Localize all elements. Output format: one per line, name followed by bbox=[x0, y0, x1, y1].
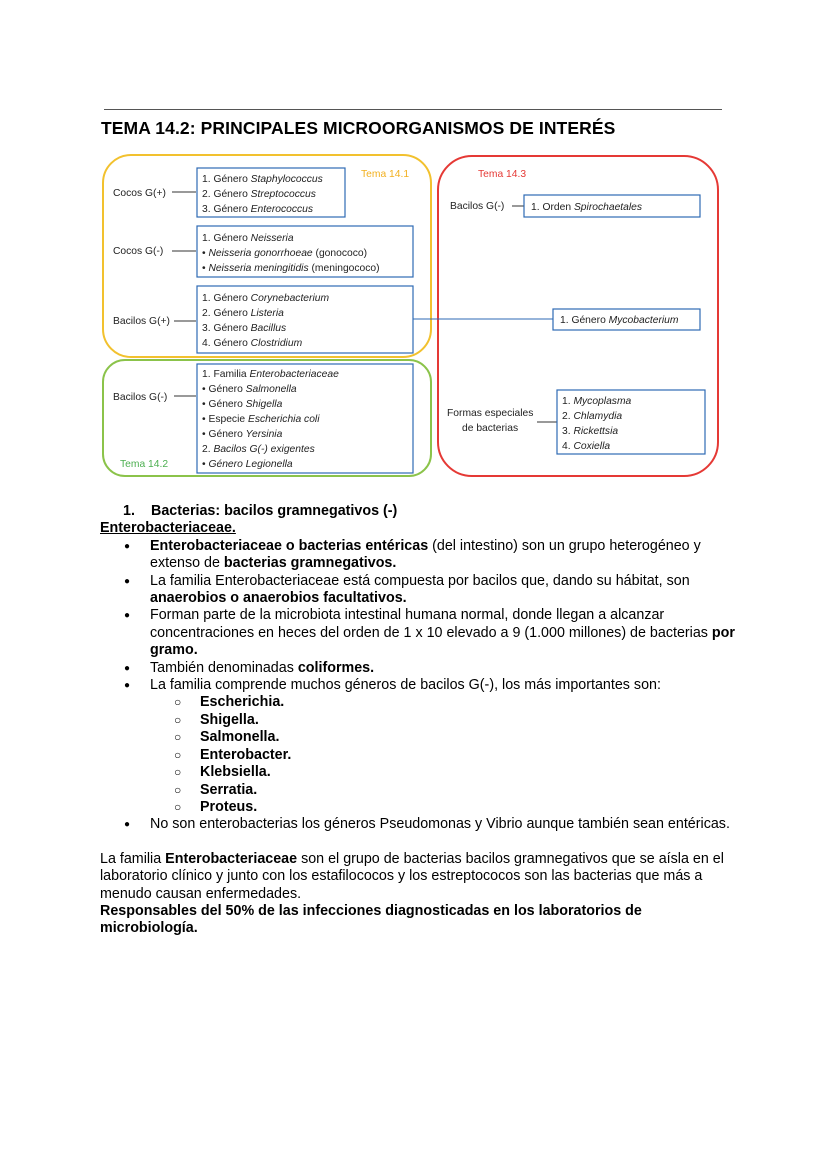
box-line: 1. Género Neisseria bbox=[202, 233, 294, 244]
paragraph-text: son el grupo de bacterias bacilos gramnegativos que se aísla en el laboratorio clínico y junto con los estafilococos y los estreptococos son las bacterias que más a menudo causan enfermedades. bbox=[100, 850, 724, 902]
list-item bbox=[100, 607, 740, 659]
box-line: 2. Bacilos G(-) exigentes bbox=[202, 444, 315, 455]
header-rule bbox=[104, 109, 722, 110]
tema-142-label: Tema 14.2 bbox=[120, 459, 169, 470]
genus-item: ○ Shigella. bbox=[100, 712, 740, 729]
cocos-neg-label: Cocos G(-) bbox=[113, 246, 164, 257]
list-item bbox=[100, 660, 740, 677]
summary-paragraph bbox=[100, 851, 740, 903]
box-line: • Género Shigella bbox=[202, 399, 283, 410]
bacilos-neg-label-left: Bacilos G(-) bbox=[113, 392, 168, 403]
bullet-text: No son enterobacterias los géneros Pseudomonas y Vibrio aunque también sean entéricas. bbox=[150, 816, 730, 833]
box-line: 2. Chlamydia bbox=[562, 411, 623, 422]
box-staphylococcus-text bbox=[202, 174, 323, 215]
bullet-bold-text: anaerobios o anaerobios facultativos. bbox=[150, 590, 407, 607]
genus-item: ○ Proteus. bbox=[100, 799, 740, 816]
formas-especiales-label-2: de bacterias bbox=[462, 423, 519, 434]
box-line: 4. Género Clostridium bbox=[202, 338, 303, 349]
box-line: 1. Orden Spirochaetales bbox=[531, 202, 643, 213]
box-line: 1. Género Mycobacterium bbox=[560, 315, 679, 326]
bullet-bold-text: Enterobacteriaceae o bacterias entéricas bbox=[150, 537, 429, 554]
genera-list bbox=[150, 694, 740, 816]
box-bacilos-neg-text bbox=[202, 369, 339, 470]
bullet-text: (del intestino) son un grupo heterogéneo y extenso de bbox=[150, 537, 701, 572]
box-line: • Neisseria gonorrhoeae (gonococo) bbox=[202, 248, 368, 259]
main-content bbox=[100, 503, 740, 938]
bullet-text: Forman parte de la microbiota intestinal humana normal, donde llegan a alcanzar concentraciones en heces del orden de 1 x 10 elevado a 9 (1.000 millones) de bacterias bbox=[150, 607, 712, 641]
section-subtitle: Enterobacteriaceae. bbox=[100, 520, 236, 537]
section-heading-text: Bacterias: bacilos gramnegativos (-) bbox=[151, 503, 398, 519]
box-line: 1. Familia Enterobacteriaceae bbox=[202, 369, 339, 380]
box-line: 3. Rickettsia bbox=[562, 426, 619, 437]
formas-especiales-label-1: Formas especiales bbox=[447, 408, 534, 419]
bacilos-neg-label-right: Bacilos G(-) bbox=[450, 201, 505, 212]
bullet-bold-text: por gramo. bbox=[150, 624, 735, 659]
box-line: • Especie Escherichia coli bbox=[202, 414, 320, 425]
box-line: • Género Yersinia bbox=[202, 429, 283, 440]
diagram-svg bbox=[100, 152, 730, 482]
box-line: • Género Salmonella bbox=[202, 384, 297, 395]
box-spirochaetales-text bbox=[531, 202, 642, 213]
box-line: 3. Género Bacillus bbox=[202, 323, 287, 334]
tema-141-label: Tema 14.1 bbox=[361, 169, 410, 180]
tema-143-label: Tema 14.3 bbox=[478, 169, 527, 180]
genus-item: ○ Serratia. bbox=[100, 782, 740, 799]
list-item bbox=[100, 573, 740, 608]
list-item bbox=[100, 538, 740, 573]
section-number: 1. bbox=[123, 503, 135, 519]
genus-item: ○ Klebsiella. bbox=[100, 764, 740, 781]
box-bacilos-pos-text bbox=[202, 293, 329, 349]
classification-diagram bbox=[100, 152, 730, 482]
bullet-text: La familia comprende muchos géneros de bacilos G(-), los más importantes son: bbox=[150, 677, 661, 694]
genus-item: ○ Salmonella. bbox=[100, 729, 740, 746]
box-neisseria-text bbox=[202, 233, 380, 274]
box-line: 3. Género Enterococcus bbox=[202, 204, 314, 215]
genus-item: ○ Enterobacter. bbox=[100, 747, 740, 764]
bullet-text: La familia Enterobacteriaceae está compuesta por bacilos que, dando su hábitat, son bbox=[150, 572, 690, 589]
section-heading bbox=[123, 503, 740, 520]
box-line: 1. Mycoplasma bbox=[562, 396, 632, 407]
box-formas-especiales-text bbox=[562, 396, 632, 452]
box-line: 1. Género Staphylococcus bbox=[202, 174, 323, 185]
bacilos-pos-label: Bacilos G(+) bbox=[113, 316, 170, 327]
list-item bbox=[100, 816, 740, 833]
box-mycobacterium-text bbox=[560, 315, 679, 326]
list-item bbox=[100, 677, 740, 816]
genus-item: ○ Escherichia. bbox=[100, 694, 740, 711]
paragraph-text: La familia bbox=[100, 850, 166, 867]
box-line: • Género Legionella bbox=[202, 459, 293, 470]
bullet-list bbox=[100, 538, 740, 834]
bullet-text: También denominadas bbox=[150, 659, 298, 676]
box-line: 2. Género Listeria bbox=[202, 308, 284, 319]
box-line: • Neisseria meningitidis (meningococo) bbox=[202, 263, 380, 274]
box-line: 1. Género Corynebacterium bbox=[202, 293, 330, 304]
closing-statement: Responsables del 50% de las infecciones diagnosticadas en los laboratorios de microbiología. bbox=[100, 902, 642, 937]
bullet-bold-text: coliformes. bbox=[297, 659, 375, 676]
cocos-pos-label: Cocos G(+) bbox=[113, 188, 166, 199]
bullet-bold-text: bacterias gramnegativos. bbox=[223, 555, 397, 572]
page-title: TEMA 14.2: PRINCIPALES MICROORGANISMOS DE INTERÉS bbox=[101, 118, 616, 138]
box-line: 2. Género Streptococcus bbox=[202, 189, 316, 200]
paragraph-bold-text: Enterobacteriaceae bbox=[165, 850, 298, 867]
box-line: 4. Coxiella bbox=[562, 441, 611, 452]
